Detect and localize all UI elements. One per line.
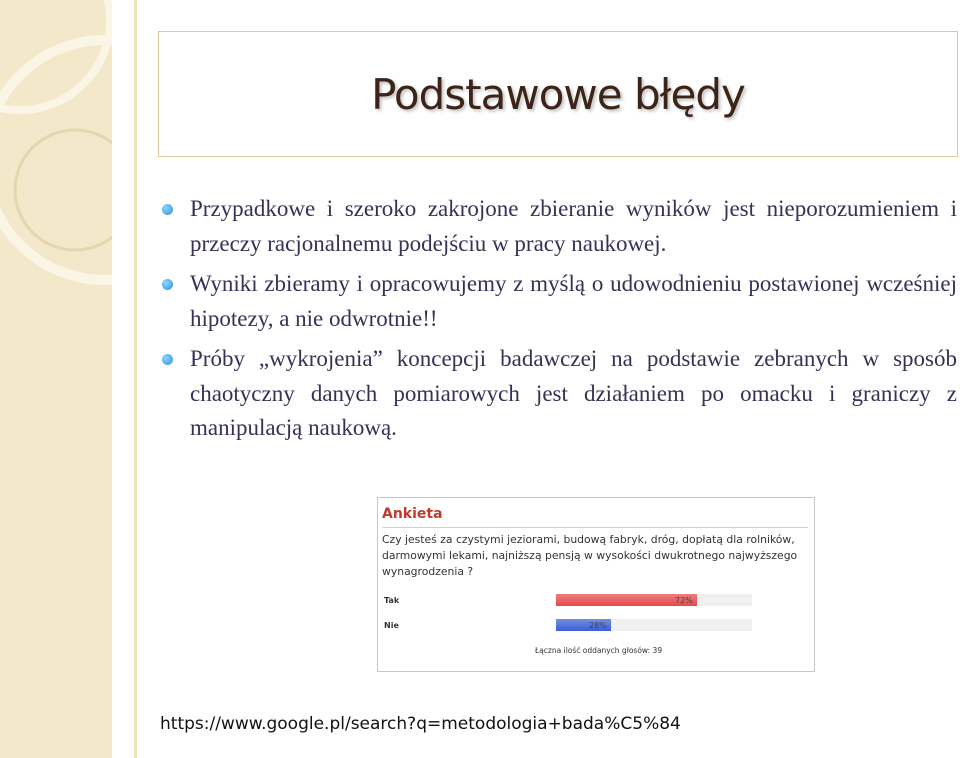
bullet-icon bbox=[162, 279, 173, 290]
bullet-text: Przypadkowe i szeroko zakrojone zbieranie wyników jest nieporozumieniem i przeczy racjonalnemu podejściu w pracy naukowej. bbox=[190, 196, 957, 256]
bullet-text: Próby „wykrojenia” koncepcji badawczej na podstawie zebranych w sposób chaotyczny danych pomiarowych jest działaniem po omacku i graniczy z manipulacją naukową. bbox=[190, 346, 957, 440]
bullet-list bbox=[162, 192, 957, 446]
slide-title: Podstawowe błędy bbox=[371, 70, 745, 119]
survey-total-votes: Łączna ilość oddanych głosów: 39 bbox=[535, 646, 663, 655]
survey-screenshot bbox=[377, 497, 815, 672]
bullet-text: Wyniki zbieramy i opracowujemy z myślą o udowodnieniu postawionej wcześniej hipotezy, a nie odwrotnie!! bbox=[190, 271, 957, 331]
survey-heading: Ankieta bbox=[382, 506, 443, 522]
decorative-side-band bbox=[0, 0, 112, 758]
decorative-vertical-line bbox=[134, 0, 137, 758]
option-label-nie: Nie bbox=[384, 621, 399, 630]
bullet-item bbox=[162, 342, 957, 446]
bullet-icon bbox=[162, 204, 173, 215]
option-percent-tak: 72% bbox=[675, 596, 693, 605]
bullet-icon bbox=[162, 354, 173, 365]
title-box bbox=[158, 31, 958, 157]
bullet-item bbox=[162, 267, 957, 336]
option-percent-nie: 28% bbox=[589, 621, 607, 630]
survey-question: Czy jesteś za czystymi jeziorami, budową fabryk, dróg, dopłatą dla rolników, darmowymi lekami, najniższą pensją w wysokości dwukrotnego najwyższego wynagrodzenia ? bbox=[382, 533, 798, 578]
source-url: https://www.google.pl/search?q=metodologia+bada%C5%84 bbox=[160, 714, 681, 734]
decorative-circles bbox=[0, 0, 112, 758]
bullet-item bbox=[162, 192, 957, 261]
option-label-tak: Tak bbox=[384, 596, 400, 605]
survey-divider bbox=[382, 527, 808, 528]
